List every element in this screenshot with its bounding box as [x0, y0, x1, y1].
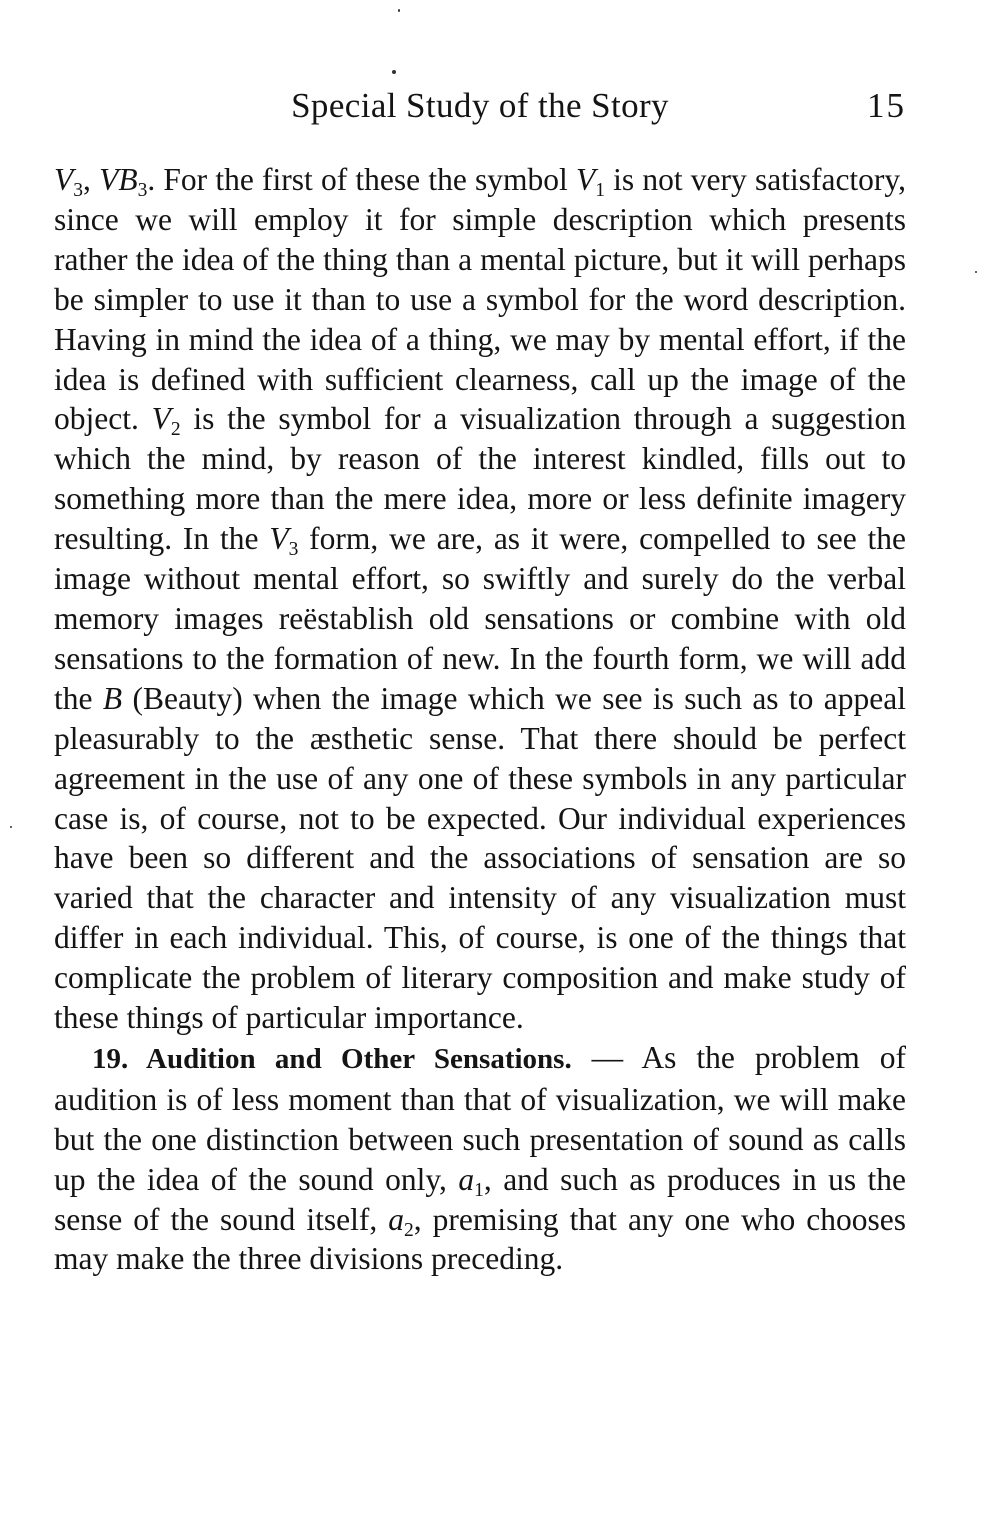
print-speck: [975, 271, 977, 273]
print-speck: [398, 9, 400, 12]
print-speck: [392, 70, 396, 74]
page-number: 15: [867, 86, 906, 125]
symbol-vb3: $VB_3$: [99, 162, 148, 202]
section-number: 19.: [92, 1042, 129, 1075]
symbol-v3: $V_3$: [269, 521, 299, 561]
section-title: Audition and Other Sensations.: [146, 1042, 572, 1075]
running-title: Special Study of the Story: [291, 86, 669, 125]
text-run: , and such as produces in us the sense of the sound itself,: [54, 1161, 907, 1237]
text-run: (Beauty) when the image which we see is such as to appeal pleasurably to the æsthetic sense. That there should be perfect agreement in the use of any one of these symbols in any particular case is, of course, not to be expected. Our individual experiences have been so different and the associations of sensation are so varied that the character and intensity of any visualization must differ in each individual. This, of course, is one of the things that complicate the problem of literary composition and make study of these things of particular importance.: [54, 680, 906, 1036]
paragraph-audition: 19. Audition and Other Sensations. — As the problem of audition is of less moment than that of visualization, we will make but the one distinction between such presentation of sound as calls up the idea of the sound only, $a_1$, and such as produces in us the sense of the sound itself, $a_2$, premising that any one who chooses may make the three divisions preceding.: [54, 1039, 907, 1277]
print-speck: [10, 826, 12, 828]
paragraph-visualization-symbols: $V_3$, $VB_3$. For the first of these the symbol $V_1$ is not very satisfactory, since we will employ it for simple description which presents rather the idea of the thing than a mental picture, but it will perhaps be simpler to use it than to use a symbol for the word description. Having in mind the idea of a thing, we may by mental effort, if the idea is defined with sufficient clearness, call up the image of the object. $V_2$ is the symbol for a visualization through a suggestion which the mind, by reason of the interest kindled, fills out to something more than the mere idea, more or less definite imagery resulting. In the $V_3$ form, we are, as it were, compelled to see the image without mental effort, so swiftly and surely do the verbal memory images reëstablish old sensations or combine with old sensations to the formation of new. In the fourth form, we will add the B (Beauty) when the image which we see is such as to appeal pleasurably to the æsthetic sense. That there should be perfect agreement in the use of any one of these symbols in any particular case is, of course, not to be expected. Our individual experiences have been so different and the associations of sensation are so varied that the character and intensity of any visualization must differ in each individual. This, of course, is one of the things that complicate the problem of literary composition and make study of these things of particular importance.: [54, 162, 906, 1036]
symbol-a1: $a_1$: [458, 1161, 484, 1201]
text-run: , premising that any one who chooses may make the three divisions preceding.: [54, 1201, 906, 1277]
text-run: . For the first of these the symbol: [147, 162, 576, 197]
symbol-a2: $a_2$: [388, 1201, 414, 1241]
text-run: is not very satisfactory, since we will employ it for simple description which presents rather the idea of the thing than a mental picture, but it will perhaps be simpler to use it than to use a symbol for the word description. Having in mind the idea of a thing, we may by mental effort, if the idea is defined with sufficient clearness, call up the image of the object.: [54, 162, 906, 437]
symbol-v3: $V_3$: [54, 162, 84, 202]
text-run: is the symbol for a visualization through a suggestion which the mind, by reason of the interest kindled, fills out to something more than the mere idea, more or less definite imagery resulting. In the: [54, 401, 906, 557]
symbol-v1: $V_1$: [575, 162, 605, 202]
symbol-b: B: [102, 680, 123, 716]
body-text: [54, 160, 906, 1279]
text-run: As the problem of audition is of less moment than that of visualization, we will make but the one distinction between such presentation of sound as calls up the idea of the sound only,: [54, 1039, 906, 1197]
symbol-v2: $V_2$: [151, 401, 181, 441]
section-heading: [92, 1043, 572, 1075]
text-run: form, we are, as it were, compelled to see the image without mental effort, so swiftly and surely do the verbal memory images reëstablish old sensations or combine with old sensations to the formation of new. In the fourth form, we will add the: [54, 521, 906, 716]
page-header: [54, 84, 906, 128]
